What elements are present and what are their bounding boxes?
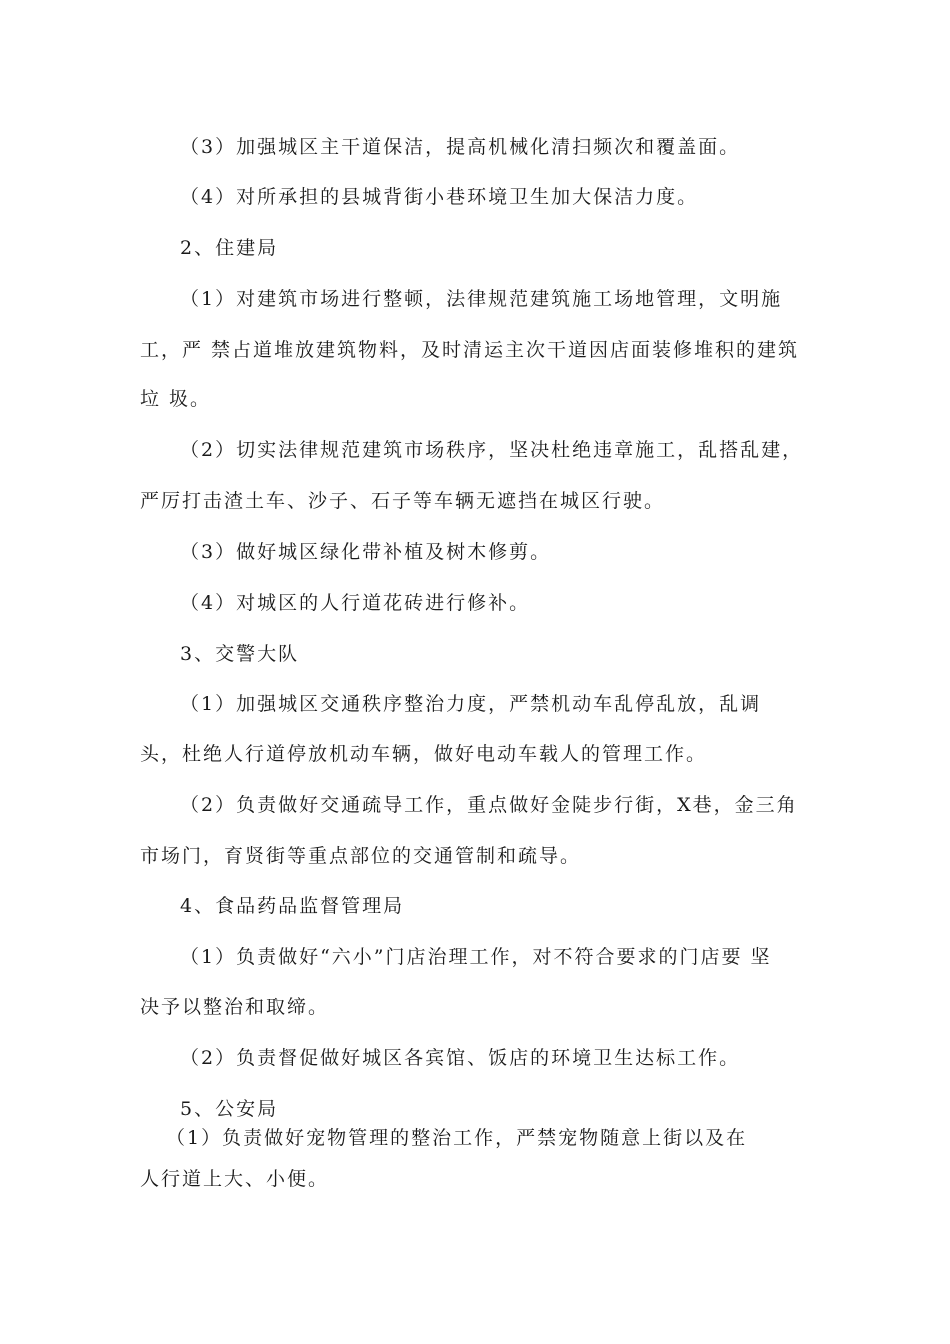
paragraph-line: （2）切实法律规范建筑市场秩序，坚决杜绝违章施工，乱搭乱建， <box>180 439 804 461</box>
paragraph-line: （4）对城区的人行道花砖进行修补。 <box>180 592 531 614</box>
paragraph-line: （1）加强城区交通秩序整治力度，严禁机动车乱停乱放，乱调 <box>180 693 762 715</box>
paragraph-line: （1）负责做好“六小”门店治理工作，对不符合要求的门店要 坚 <box>180 946 772 968</box>
paragraph-line: 决予以整治和取缔。 <box>140 996 330 1018</box>
paragraph-line: 工，严 禁占道堆放建筑物料，及时清运主次干道因店面装修堆积的建筑 <box>140 339 800 361</box>
paragraph-line: （2）负责督促做好城区各宾馆、饭店的环境卫生达标工作。 <box>180 1047 741 1069</box>
paragraph-line: （3）做好城区绿化带补植及树木修剪。 <box>180 541 552 563</box>
section-heading: 3、交警大队 <box>180 643 300 665</box>
paragraph-line: （1）负责做好宠物管理的整治工作，严禁宠物随意上街以及在 <box>166 1127 748 1149</box>
paragraph-line: （3）加强城区主干道保洁，提高机械化清扫频次和覆盖面。 <box>180 136 741 158</box>
paragraph-line: （1）对建筑市场进行整顿，法律规范建筑施工场地管理，文明施 <box>180 288 783 310</box>
paragraph-line: 头，杜绝人行道停放机动车辆，做好电动车载人的管理工作。 <box>140 743 708 765</box>
section-heading: 2、住建局 <box>180 237 279 259</box>
section-heading: 4、食品药品监督管理局 <box>180 895 405 917</box>
paragraph-line: 垃 圾。 <box>140 388 212 410</box>
paragraph-line: （2）负责做好交通疏导工作，重点做好金陡步行街，X巷，金三角 <box>180 794 798 816</box>
paragraph-line: 严厉打击渣土车、沙子、石子等车辆无遮挡在城区行驶。 <box>140 490 666 512</box>
paragraph-line: 市场门，育贤街等重点部位的交通管制和疏导。 <box>140 845 582 867</box>
paragraph-line: （4）对所承担的县城背街小巷环境卫生加大保洁力度。 <box>180 186 699 208</box>
section-heading: 5、公安局 <box>180 1098 279 1120</box>
paragraph-line: 人行道上大、小便。 <box>140 1168 330 1190</box>
